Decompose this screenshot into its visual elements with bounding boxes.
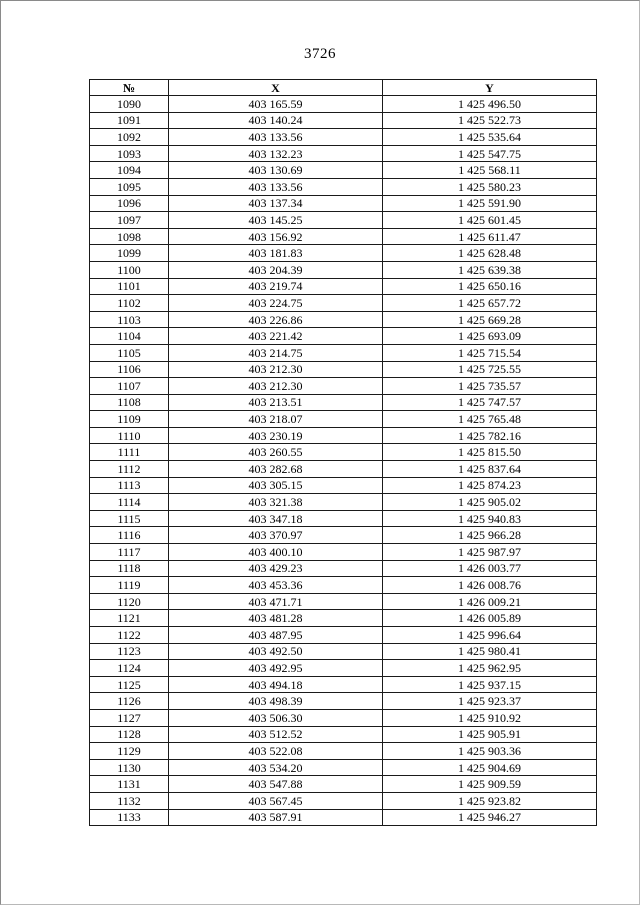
cell-x: 403 145.25 bbox=[169, 212, 383, 229]
cell-x: 403 230.19 bbox=[169, 427, 383, 444]
cell-y: 1 425 910.92 bbox=[383, 709, 597, 726]
table-row bbox=[90, 593, 597, 610]
cell-x: 403 567.45 bbox=[169, 792, 383, 809]
table-row bbox=[90, 527, 597, 544]
cell-y: 1 425 535.64 bbox=[383, 129, 597, 146]
cell-number: 1098 bbox=[90, 228, 169, 245]
cell-x: 403 140.24 bbox=[169, 112, 383, 129]
table-row bbox=[90, 261, 597, 278]
cell-number: 1121 bbox=[90, 610, 169, 627]
cell-y: 1 426 009.21 bbox=[383, 593, 597, 610]
cell-x: 403 370.97 bbox=[169, 527, 383, 544]
cell-x: 403 471.71 bbox=[169, 593, 383, 610]
table-row bbox=[90, 96, 597, 113]
cell-x: 403 221.42 bbox=[169, 328, 383, 345]
cell-x: 403 218.07 bbox=[169, 411, 383, 428]
table-row bbox=[90, 112, 597, 129]
table-row bbox=[90, 378, 597, 395]
cell-x: 403 498.39 bbox=[169, 693, 383, 710]
cell-x: 403 226.86 bbox=[169, 311, 383, 328]
cell-number: 1112 bbox=[90, 461, 169, 478]
cell-x: 403 587.91 bbox=[169, 809, 383, 826]
cell-number: 1095 bbox=[90, 178, 169, 195]
table-body bbox=[90, 96, 597, 826]
cell-number: 1094 bbox=[90, 162, 169, 179]
cell-number: 1111 bbox=[90, 444, 169, 461]
table-row bbox=[90, 394, 597, 411]
table-row bbox=[90, 361, 597, 378]
cell-number: 1122 bbox=[90, 627, 169, 644]
table-row bbox=[90, 129, 597, 146]
cell-y: 1 425 580.23 bbox=[383, 178, 597, 195]
header-row bbox=[90, 80, 597, 96]
cell-y: 1 425 980.41 bbox=[383, 643, 597, 660]
cell-number: 1104 bbox=[90, 328, 169, 345]
cell-y: 1 425 909.59 bbox=[383, 776, 597, 793]
cell-x: 403 212.30 bbox=[169, 361, 383, 378]
table-row bbox=[90, 444, 597, 461]
cell-number: 1106 bbox=[90, 361, 169, 378]
cell-x: 403 137.34 bbox=[169, 195, 383, 212]
table-row bbox=[90, 278, 597, 295]
cell-number: 1099 bbox=[90, 245, 169, 262]
table-row bbox=[90, 212, 597, 229]
cell-number: 1123 bbox=[90, 643, 169, 660]
table-row bbox=[90, 311, 597, 328]
cell-y: 1 425 966.28 bbox=[383, 527, 597, 544]
table-row bbox=[90, 676, 597, 693]
table-row bbox=[90, 162, 597, 179]
table-row bbox=[90, 643, 597, 660]
cell-number: 1105 bbox=[90, 344, 169, 361]
cell-number: 1102 bbox=[90, 295, 169, 312]
cell-number: 1115 bbox=[90, 510, 169, 527]
table-row bbox=[90, 660, 597, 677]
cell-x: 403 522.08 bbox=[169, 743, 383, 760]
cell-y: 1 425 904.69 bbox=[383, 759, 597, 776]
cell-y: 1 425 601.45 bbox=[383, 212, 597, 229]
cell-y: 1 425 735.57 bbox=[383, 378, 597, 395]
table-row bbox=[90, 792, 597, 809]
cell-number: 1096 bbox=[90, 195, 169, 212]
cell-y: 1 426 003.77 bbox=[383, 560, 597, 577]
cell-x: 403 506.30 bbox=[169, 709, 383, 726]
cell-x: 403 487.95 bbox=[169, 627, 383, 644]
cell-number: 1092 bbox=[90, 129, 169, 146]
cell-x: 403 400.10 bbox=[169, 544, 383, 561]
cell-y: 1 425 923.82 bbox=[383, 792, 597, 809]
table-row bbox=[90, 776, 597, 793]
cell-number: 1130 bbox=[90, 759, 169, 776]
cell-x: 403 133.56 bbox=[169, 129, 383, 146]
cell-number: 1132 bbox=[90, 792, 169, 809]
table-row bbox=[90, 328, 597, 345]
cell-number: 1127 bbox=[90, 709, 169, 726]
page-number: 3726 bbox=[304, 46, 336, 62]
cell-x: 403 534.20 bbox=[169, 759, 383, 776]
cell-number: 1114 bbox=[90, 494, 169, 511]
table-row bbox=[90, 461, 597, 478]
cell-number: 1113 bbox=[90, 477, 169, 494]
cell-y: 1 425 639.38 bbox=[383, 261, 597, 278]
cell-number: 1109 bbox=[90, 411, 169, 428]
cell-number: 1118 bbox=[90, 560, 169, 577]
cell-y: 1 425 715.54 bbox=[383, 344, 597, 361]
cell-y: 1 425 996.64 bbox=[383, 627, 597, 644]
cell-number: 1131 bbox=[90, 776, 169, 793]
cell-y: 1 425 725.55 bbox=[383, 361, 597, 378]
table-row bbox=[90, 344, 597, 361]
cell-y: 1 425 657.72 bbox=[383, 295, 597, 312]
table-row bbox=[90, 560, 597, 577]
cell-y: 1 425 874.23 bbox=[383, 477, 597, 494]
cell-y: 1 425 903.36 bbox=[383, 743, 597, 760]
cell-y: 1 425 693.09 bbox=[383, 328, 597, 345]
cell-number: 1093 bbox=[90, 145, 169, 162]
cell-y: 1 425 946.27 bbox=[383, 809, 597, 826]
cell-x: 403 321.38 bbox=[169, 494, 383, 511]
cell-x: 403 481.28 bbox=[169, 610, 383, 627]
table-row bbox=[90, 195, 597, 212]
cell-x: 403 213.51 bbox=[169, 394, 383, 411]
cell-y: 1 425 962.95 bbox=[383, 660, 597, 677]
table-row bbox=[90, 228, 597, 245]
cell-number: 1103 bbox=[90, 311, 169, 328]
cell-y: 1 425 669.28 bbox=[383, 311, 597, 328]
cell-y: 1 425 815.50 bbox=[383, 444, 597, 461]
table-row bbox=[90, 627, 597, 644]
table-row bbox=[90, 610, 597, 627]
cell-y: 1 425 905.91 bbox=[383, 726, 597, 743]
table-row bbox=[90, 178, 597, 195]
cell-number: 1133 bbox=[90, 809, 169, 826]
cell-x: 403 130.69 bbox=[169, 162, 383, 179]
table-row bbox=[90, 494, 597, 511]
table-row bbox=[90, 245, 597, 262]
header-y: Y bbox=[383, 80, 597, 96]
cell-x: 403 547.88 bbox=[169, 776, 383, 793]
cell-x: 403 492.95 bbox=[169, 660, 383, 677]
cell-y: 1 425 905.02 bbox=[383, 494, 597, 511]
cell-y: 1 425 547.75 bbox=[383, 145, 597, 162]
cell-x: 403 224.75 bbox=[169, 295, 383, 312]
table-row bbox=[90, 411, 597, 428]
cell-y: 1 425 940.83 bbox=[383, 510, 597, 527]
cell-number: 1126 bbox=[90, 693, 169, 710]
cell-x: 403 494.18 bbox=[169, 676, 383, 693]
cell-x: 403 181.83 bbox=[169, 245, 383, 262]
cell-number: 1091 bbox=[90, 112, 169, 129]
cell-y: 1 425 568.11 bbox=[383, 162, 597, 179]
cell-x: 403 282.68 bbox=[169, 461, 383, 478]
table-row bbox=[90, 544, 597, 561]
cell-number: 1129 bbox=[90, 743, 169, 760]
cell-number: 1117 bbox=[90, 544, 169, 561]
table-row bbox=[90, 726, 597, 743]
cell-x: 403 260.55 bbox=[169, 444, 383, 461]
cell-y: 1 425 837.64 bbox=[383, 461, 597, 478]
cell-y: 1 425 765.48 bbox=[383, 411, 597, 428]
cell-number: 1128 bbox=[90, 726, 169, 743]
table-row bbox=[90, 709, 597, 726]
cell-x: 403 156.92 bbox=[169, 228, 383, 245]
header-x: X bbox=[169, 80, 383, 96]
cell-y: 1 425 611.47 bbox=[383, 228, 597, 245]
cell-x: 403 453.36 bbox=[169, 577, 383, 594]
cell-number: 1101 bbox=[90, 278, 169, 295]
cell-y: 1 426 008.76 bbox=[383, 577, 597, 594]
cell-x: 403 492.50 bbox=[169, 643, 383, 660]
cell-number: 1124 bbox=[90, 660, 169, 677]
cell-x: 403 133.56 bbox=[169, 178, 383, 195]
cell-number: 1119 bbox=[90, 577, 169, 594]
cell-number: 1116 bbox=[90, 527, 169, 544]
cell-number: 1120 bbox=[90, 593, 169, 610]
cell-y: 1 425 628.48 bbox=[383, 245, 597, 262]
cell-number: 1100 bbox=[90, 261, 169, 278]
cell-y: 1 425 782.16 bbox=[383, 427, 597, 444]
cell-x: 403 204.39 bbox=[169, 261, 383, 278]
table-row bbox=[90, 427, 597, 444]
table-row bbox=[90, 477, 597, 494]
cell-x: 403 512.52 bbox=[169, 726, 383, 743]
cell-number: 1125 bbox=[90, 676, 169, 693]
coordinates-table bbox=[89, 79, 597, 826]
cell-y: 1 425 747.57 bbox=[383, 394, 597, 411]
cell-x: 403 429.23 bbox=[169, 560, 383, 577]
cell-x: 403 219.74 bbox=[169, 278, 383, 295]
table-header bbox=[90, 80, 597, 96]
cell-y: 1 425 650.16 bbox=[383, 278, 597, 295]
table-row bbox=[90, 809, 597, 826]
table-row bbox=[90, 510, 597, 527]
cell-x: 403 305.15 bbox=[169, 477, 383, 494]
table-row bbox=[90, 693, 597, 710]
cell-number: 1107 bbox=[90, 378, 169, 395]
cell-number: 1110 bbox=[90, 427, 169, 444]
cell-y: 1 425 923.37 bbox=[383, 693, 597, 710]
header-number: № bbox=[90, 80, 169, 96]
cell-y: 1 426 005.89 bbox=[383, 610, 597, 627]
cell-x: 403 347.18 bbox=[169, 510, 383, 527]
cell-y: 1 425 522.73 bbox=[383, 112, 597, 129]
cell-x: 403 212.30 bbox=[169, 378, 383, 395]
table-row bbox=[90, 743, 597, 760]
cell-x: 403 132.23 bbox=[169, 145, 383, 162]
cell-number: 1108 bbox=[90, 394, 169, 411]
cell-y: 1 425 496.50 bbox=[383, 96, 597, 113]
cell-number: 1090 bbox=[90, 96, 169, 113]
table-row bbox=[90, 295, 597, 312]
cell-x: 403 165.59 bbox=[169, 96, 383, 113]
table-row bbox=[90, 577, 597, 594]
cell-y: 1 425 987.97 bbox=[383, 544, 597, 561]
cell-x: 403 214.75 bbox=[169, 344, 383, 361]
cell-y: 1 425 591.90 bbox=[383, 195, 597, 212]
cell-number: 1097 bbox=[90, 212, 169, 229]
table-row bbox=[90, 759, 597, 776]
cell-y: 1 425 937.15 bbox=[383, 676, 597, 693]
table-row bbox=[90, 145, 597, 162]
